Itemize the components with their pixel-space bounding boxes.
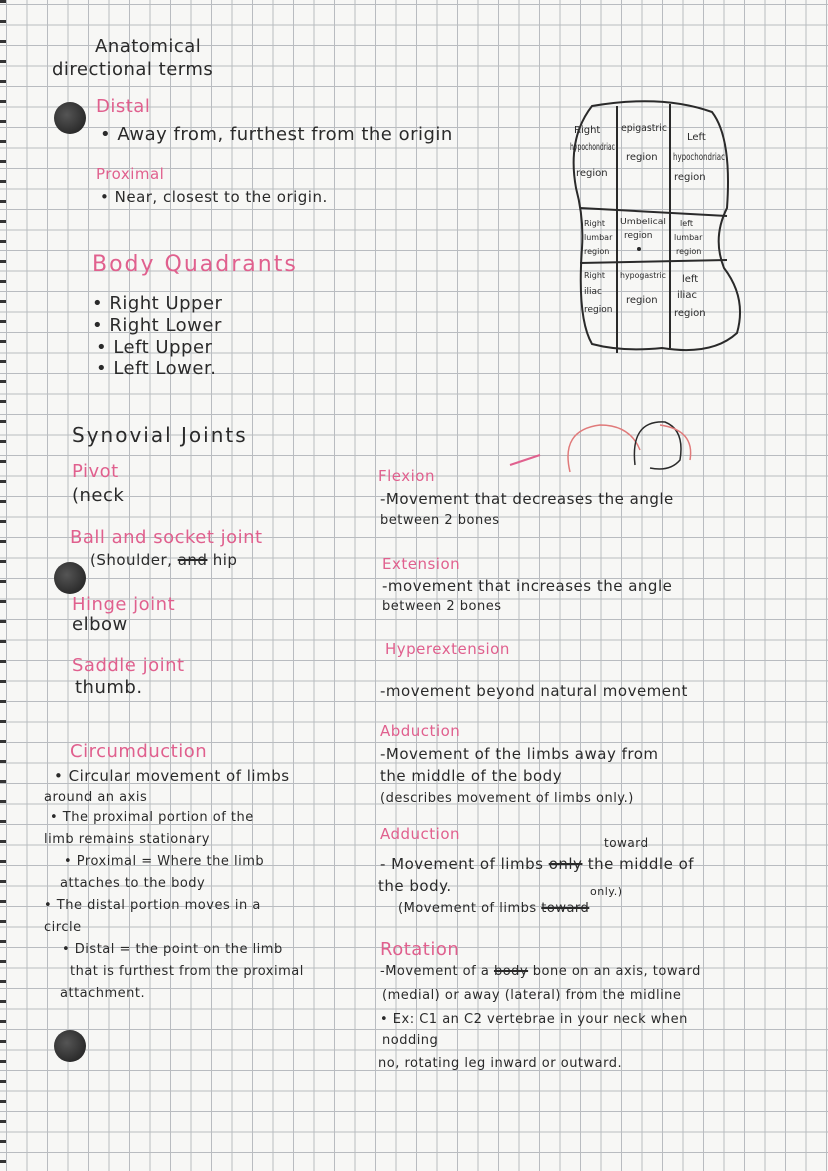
region-label: left: [682, 274, 699, 285]
circumduction-line: • The proximal portion of the: [50, 810, 254, 825]
flexion-sketch: [500, 410, 700, 490]
circumduction-heading: Circumduction: [70, 741, 208, 762]
circumduction-line: • Circular movement of limbs: [54, 767, 290, 785]
region-label: region: [584, 305, 613, 315]
abduction-line: (describes movement of limbs only.): [380, 791, 634, 806]
region-label: lumbar: [584, 233, 613, 242]
region-label: region: [676, 247, 702, 256]
circumduction-line: limb remains stationary: [44, 832, 210, 847]
hyperextension-text: -movement beyond natural movement: [380, 682, 688, 700]
circumduction-line: • Proximal = Where the limb: [64, 854, 265, 869]
region-label: Right: [584, 219, 606, 228]
region-label: Right: [584, 271, 606, 280]
flexion-heading: Flexion: [378, 467, 435, 485]
flexion-line: -Movement that decreases the angle: [380, 490, 674, 508]
region-label: iliac: [677, 290, 697, 301]
hinge-heading: Hinge joint: [72, 594, 176, 615]
abduction-heading: Abduction: [380, 722, 461, 740]
extension-heading: Extension: [382, 555, 461, 573]
pivot-heading: Pivot: [72, 461, 119, 482]
adduction-line: the body.: [378, 877, 452, 895]
ball-socket-text: (Shoulder, and hip: [90, 551, 238, 569]
region-label: region: [584, 247, 610, 256]
rotation-line: nodding: [382, 1033, 439, 1048]
list-item: • Left Lower.: [96, 358, 217, 379]
proximal-text: • Near, closest to the origin.: [100, 188, 328, 206]
punch-hole: [54, 1030, 86, 1062]
saddle-text: thumb.: [75, 677, 143, 698]
adduction-line: - Movement of limbs only the middle of: [380, 855, 695, 873]
proximal-heading: Proximal: [96, 165, 165, 183]
binder-edge: [0, 0, 6, 1171]
ball-socket-heading: Ball and socket joint: [70, 527, 263, 548]
list-item: • Left Upper: [96, 337, 213, 358]
region-label: Umbelical: [620, 217, 666, 226]
region-label: region: [626, 152, 658, 163]
region-label: Left: [687, 132, 706, 143]
rotation-line: (medial) or away (lateral) from the midline: [382, 988, 682, 1003]
list-item: • Right Upper: [92, 293, 223, 314]
region-label: left: [680, 219, 693, 228]
adduction-line: (Movement of limbs toward: [398, 901, 590, 916]
circumduction-line: around an axis: [44, 790, 148, 805]
page-title: Anatomical: [95, 36, 202, 57]
circumduction-line: circle: [44, 920, 82, 935]
region-label: region: [624, 231, 653, 241]
region-label: iliac: [584, 287, 602, 297]
distal-text: • Away from, furthest from the origin: [100, 124, 453, 145]
synovial-heading: Synovial Joints: [72, 423, 248, 447]
region-label: lumbar: [674, 233, 703, 242]
distal-heading: Distal: [96, 96, 151, 117]
list-item: • Right Lower: [92, 315, 222, 336]
region-label: region: [626, 295, 658, 306]
adduction-insert: toward: [604, 836, 649, 850]
punch-hole: [54, 562, 86, 594]
region-label: region: [576, 168, 608, 179]
quadrants-heading: Body Quadrants: [92, 252, 298, 277]
region-label: region: [674, 172, 706, 183]
punch-hole: [54, 102, 86, 134]
hyperextension-heading: Hyperextension: [385, 640, 510, 658]
extension-line: -movement that increases the angle: [382, 577, 673, 595]
rotation-line: -Movement of a body bone on an axis, toward: [380, 964, 701, 979]
abdominal-regions-diagram: [562, 98, 762, 358]
rotation-line: • Ex: C1 an C2 vertebrae in your neck when: [380, 1012, 688, 1027]
circumduction-line: • Distal = the point on the limb: [62, 942, 283, 957]
circumduction-line: attachment.: [60, 986, 146, 1001]
abduction-line: -Movement of the limbs away from: [380, 745, 659, 763]
pivot-text: (neck: [72, 485, 125, 506]
circumduction-line: that is furthest from the proximal: [70, 964, 304, 979]
region-label: region: [674, 308, 706, 319]
region-label: hypochondriac: [570, 142, 615, 153]
saddle-heading: Saddle joint: [72, 655, 185, 676]
region-label: Right: [574, 125, 601, 136]
flexion-line: between 2 bones: [380, 513, 500, 528]
hinge-text: elbow: [72, 614, 128, 635]
adduction-line3-insert: only.): [590, 885, 623, 898]
rotation-heading: Rotation: [380, 939, 460, 960]
circumduction-line: attaches to the body: [60, 876, 206, 891]
circumduction-line: • The distal portion moves in a: [44, 898, 261, 913]
region-label: hypochondriac: [673, 152, 725, 163]
region-label: epigastric: [621, 123, 667, 134]
adduction-heading: Adduction: [380, 825, 461, 843]
abduction-line: the middle of the body: [380, 767, 563, 785]
region-label: hypogastric: [620, 271, 666, 280]
extension-line: between 2 bones: [382, 599, 502, 614]
rotation-line: no, rotating leg inward or outward.: [378, 1056, 623, 1071]
page-title-line2: directional terms: [52, 59, 214, 80]
